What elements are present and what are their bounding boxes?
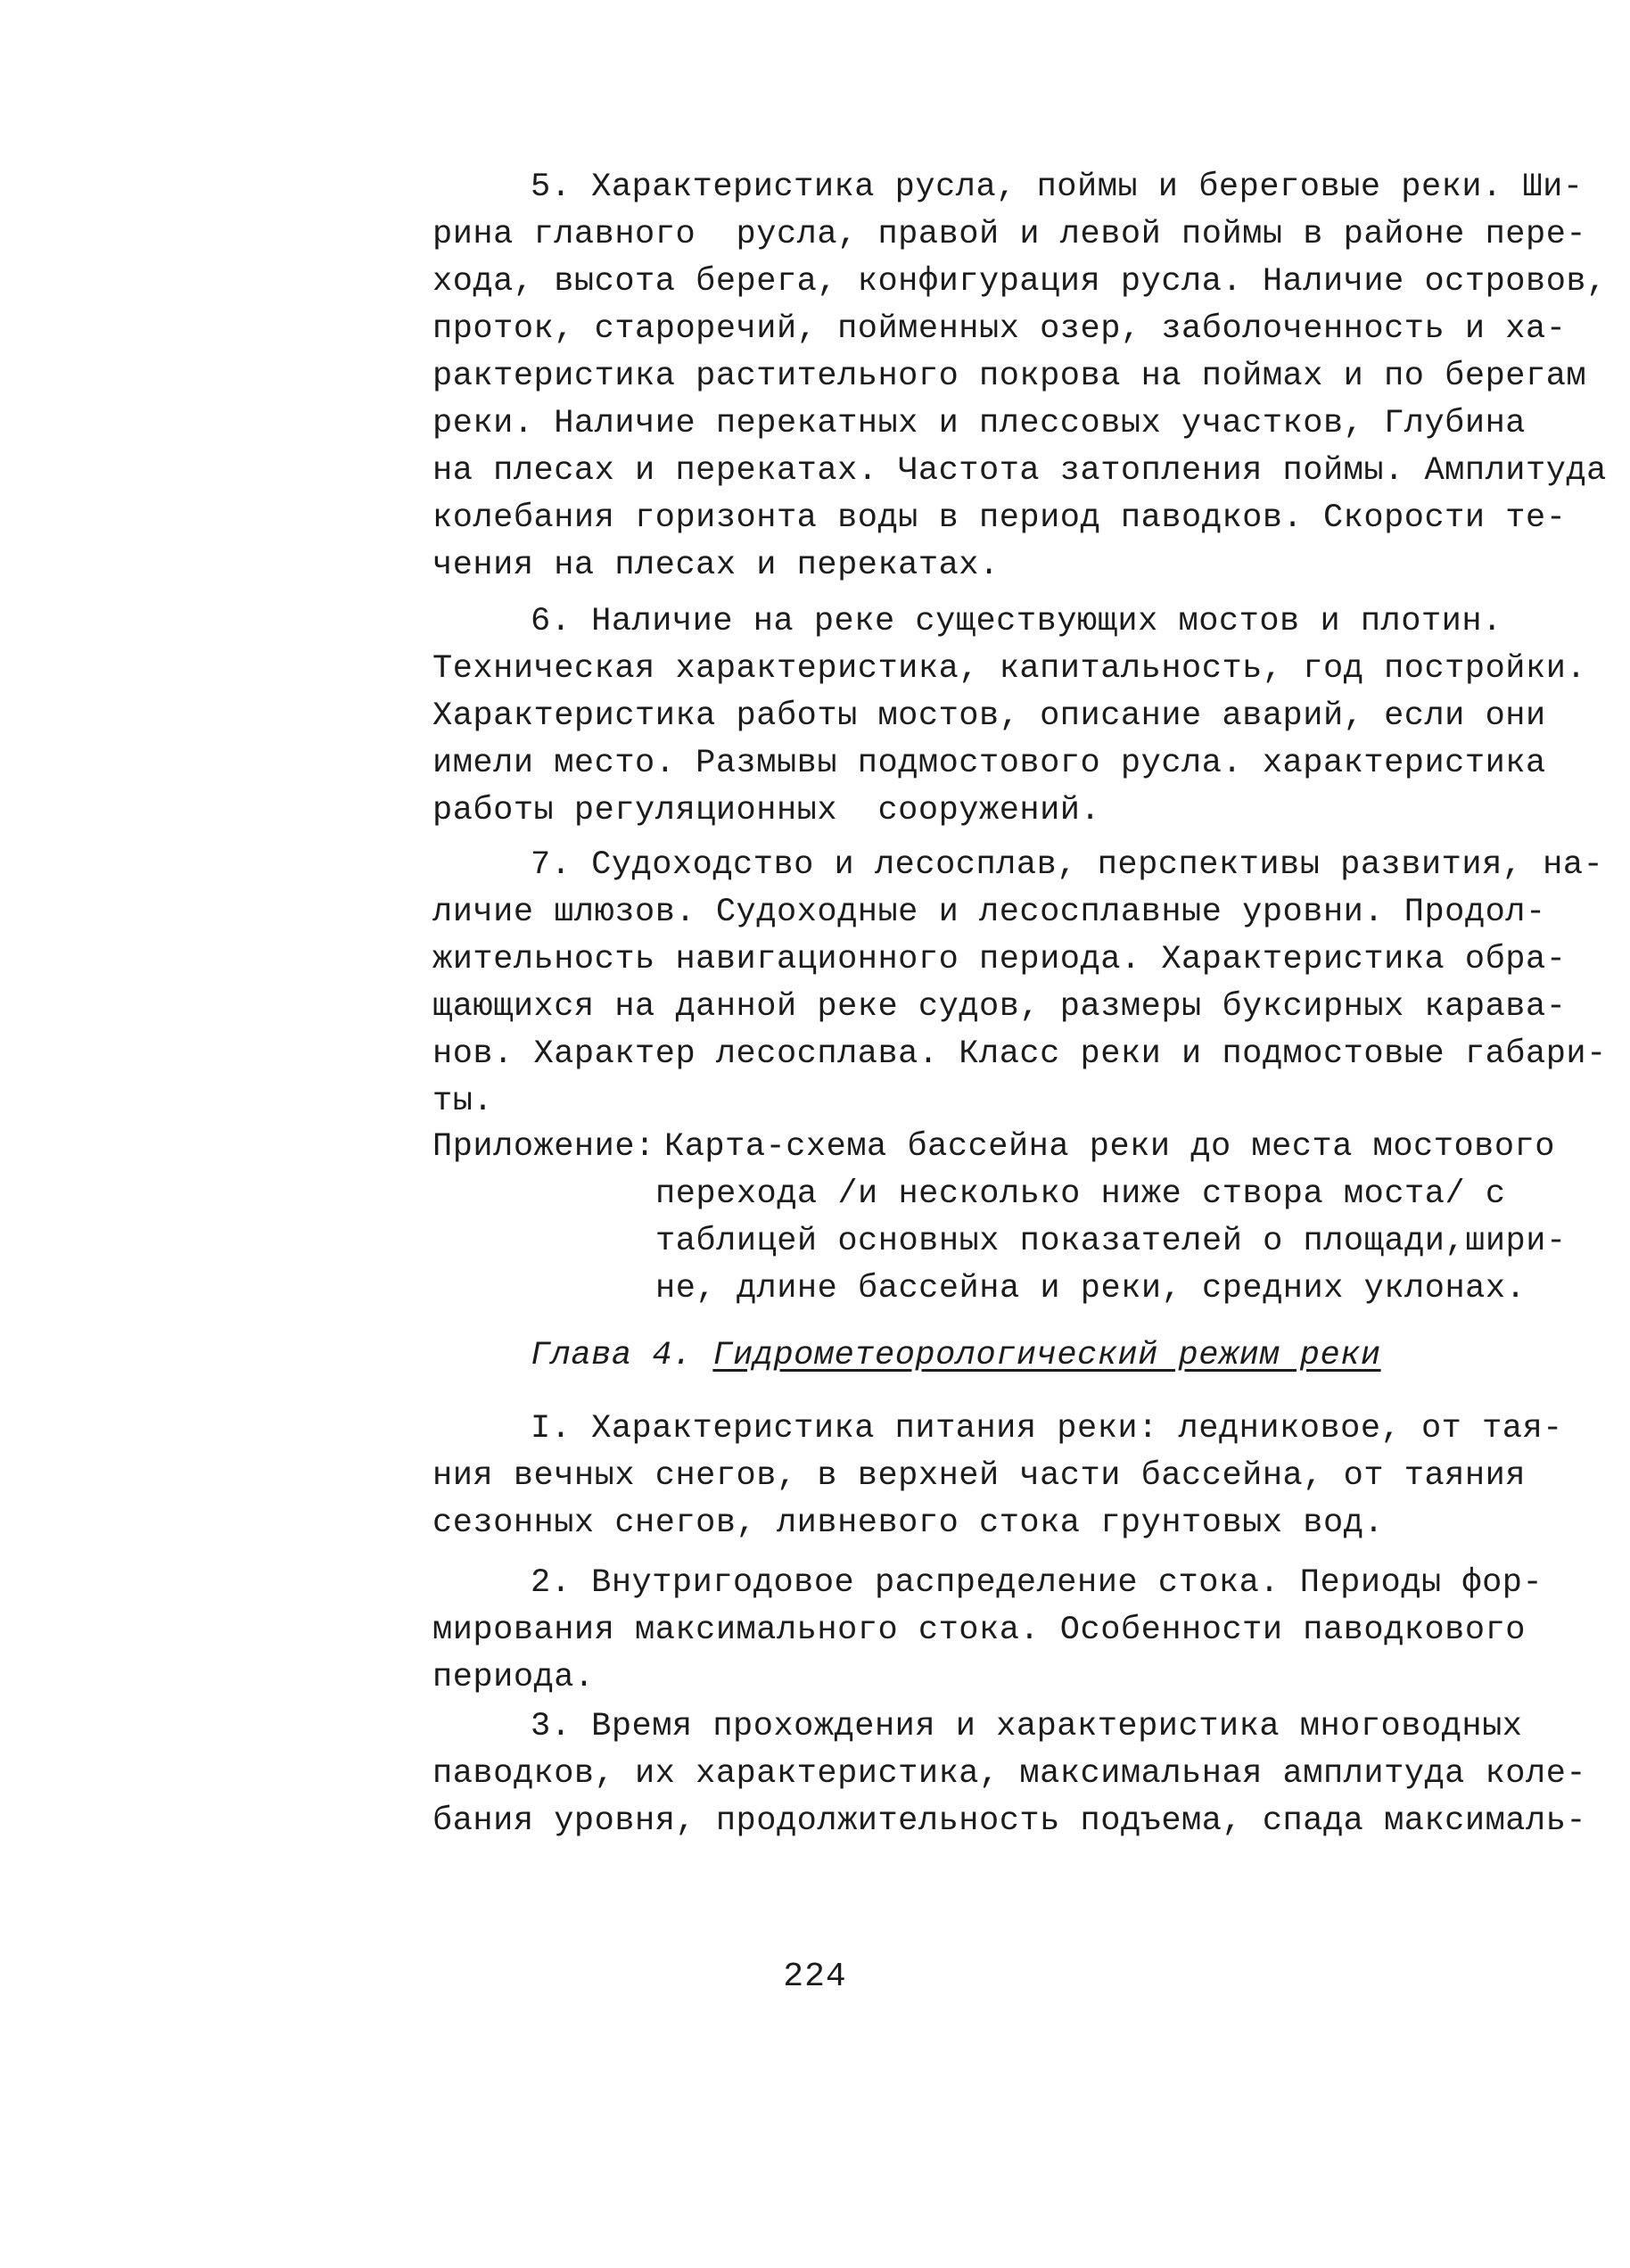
section6-line-5: работы регуляционных сооружений. [432, 792, 1101, 829]
section6-line-4: имели место. Размывы подмостового русла. характеристика [432, 745, 1546, 782]
section5-line-7: на плесах и перекатах. Частота затопления поймы. Амплитуда [432, 452, 1607, 490]
section7-line-4: щающихся на данной реке судов, размеры буксирных карава- [432, 988, 1567, 1026]
section6-line-1: 6. Наличие на реке существующих мостов и плотин. [531, 603, 1502, 640]
section7-line-2: личие шлюзов. Судоходные и лесосплавные уровни. Продол- [432, 894, 1546, 931]
item1-line-1: I. Характеристика питания реки: ледниковое, от тая- [531, 1410, 1563, 1447]
appendix-line-4: не, длине бассейна и реки, средних уклонах. [655, 1270, 1527, 1307]
page-number: 224 [783, 1958, 847, 1996]
section5-line-5: рактеристика растительного покрова на поймах и по берегам [432, 358, 1587, 395]
section6-line-2: Техническая характеристика, капитальность, год постройки. [432, 650, 1587, 688]
section5-line-9: чения на плесах и перекатах. [432, 547, 1000, 584]
item2-line-2: мирования максимального стока. Особенности паводкового [432, 1612, 1526, 1649]
appendix-line-1: Карта-схема бассейна реки до места мостового [664, 1128, 1555, 1166]
chapter-title: Гидрометеорологический режим реки [712, 1337, 1381, 1374]
item2-line-1: 2. Внутригодовое распределение стока. Периоды фор- [531, 1564, 1544, 1602]
section7-line-6: ты. [432, 1083, 494, 1120]
section5-line-8: колебания горизонта воды в период паводков. Скорости те- [432, 499, 1567, 537]
section5-line-2: рина главного русла, правой и левой поймы в районе пере- [432, 216, 1587, 253]
item3-line-1: 3. Время прохождения и характеристика многоводных [531, 1708, 1523, 1745]
chapter-heading [531, 1338, 1381, 1373]
chapter-number: Глава 4. [531, 1337, 693, 1374]
section7-line-1: 7. Судоходство и лесосплав, перспективы развития, на- [531, 846, 1604, 884]
section5-line-4: проток, староречий, пойменных озер, заболоченность и ха- [432, 310, 1567, 348]
appendix-label: Приложение: [432, 1128, 655, 1166]
item1-line-3: сезонных снегов, ливневого стока грунтовых вод. [432, 1505, 1385, 1542]
item1-line-2: ния вечных снегов, в верхней части бассейна, от таяния [432, 1457, 1526, 1495]
section5-line-6: реки. Наличие перекатных и плессовых участков, Глубина [432, 405, 1526, 442]
section7-line-5: нов. Характер лесосплава. Класс реки и подмостовые габари- [432, 1035, 1607, 1073]
section5-line-3: хода, высота берега, конфигурация русла. Наличие островов, [432, 263, 1607, 301]
appendix-line-2: перехода /и несколько ниже створа моста/ с [655, 1175, 1506, 1213]
appendix-line-3: таблицей основных показателей о площади,шири- [655, 1223, 1567, 1260]
section7-line-3: жительность навигационного периода. Характеристика обра- [432, 941, 1567, 978]
item3-line-2: паводков, их характеристика, максимальная амплитуда коле- [432, 1755, 1587, 1793]
item2-line-3: периода. [432, 1659, 595, 1696]
section6-line-3: Характеристика работы мостов, описание аварий, если они [432, 697, 1546, 735]
item3-line-3: бания уровня, продолжительность подъема, спада максималь- [432, 1802, 1587, 1840]
section5-line-1: 5. Характеристика русла, поймы и береговые реки. Ши- [531, 169, 1584, 206]
